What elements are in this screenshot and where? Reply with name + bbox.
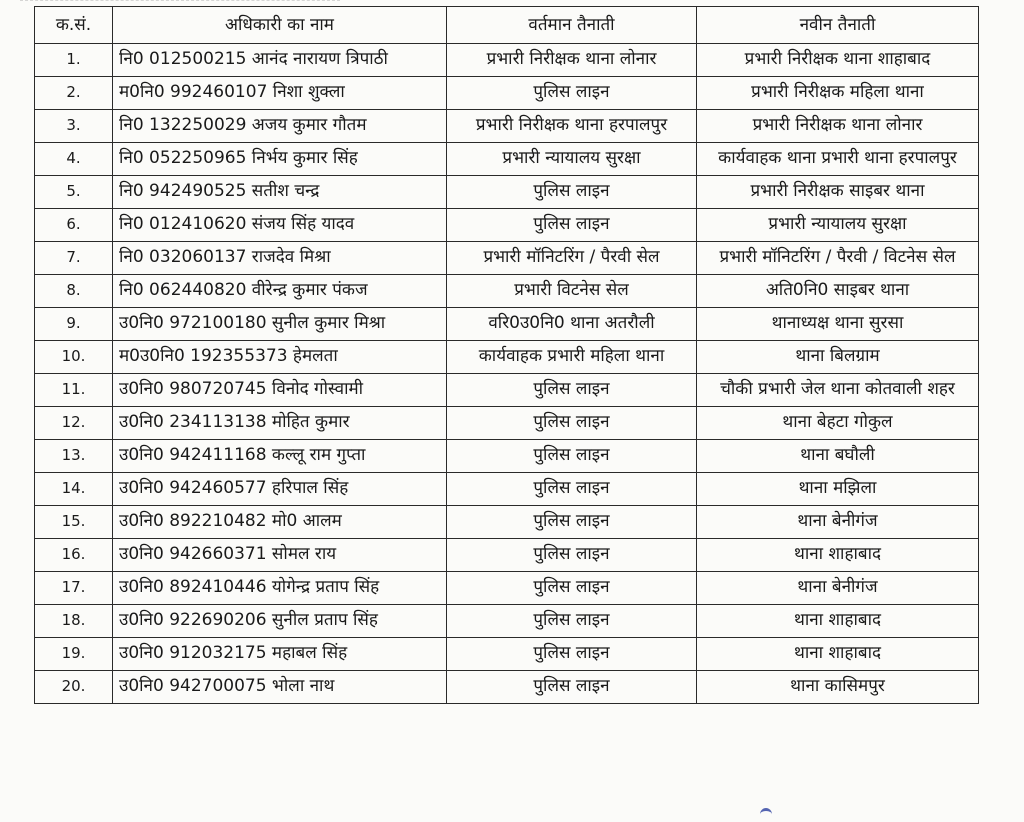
serial-number-cell: 8. [35,275,113,308]
new-posting-cell: थाना बेनीगंज [697,572,979,605]
table-row [35,407,979,440]
serial-number-header: क.सं. [35,7,113,44]
serial-number-cell: 3. [35,110,113,143]
serial-number-cell: 12. [35,407,113,440]
new-posting-cell: प्रभारी निरीक्षक साइबर थाना [697,176,979,209]
serial-number-cell: 5. [35,176,113,209]
current-posting-cell: कार्यवाहक प्रभारी महिला थाना [447,341,697,374]
officer-name-cell: उ0नि0 980720745 विनोद गोस्वामी [113,374,447,407]
officer-name-cell: उ0नि0 892210482 मो0 आलम [113,506,447,539]
new-posting-cell: थाना बेहटा गोकुल [697,407,979,440]
table-row [35,671,979,704]
table-body [35,44,979,704]
current-posting-cell: पुलिस लाइन [447,605,697,638]
current-posting-cell: पुलिस लाइन [447,506,697,539]
officer-name-cell: उ0नि0 942411168 कल्लू राम गुप्ता [113,440,447,473]
new-posting-cell: चौकी प्रभारी जेल थाना कोतवाली शहर [697,374,979,407]
officer-name-cell: नि0 032060137 राजदेव मिश्रा [113,242,447,275]
serial-number-cell: 1. [35,44,113,77]
serial-number-cell: 9. [35,308,113,341]
new-posting-cell: प्रभारी मॉनिटरिंग / पैरवी / विटनेस सेल [697,242,979,275]
officer-name-cell: उ0नि0 942700075 भोला नाथ [113,671,447,704]
serial-number-cell: 7. [35,242,113,275]
new-posting-cell: थाना कासिमपुर [697,671,979,704]
current-posting-cell: पुलिस लाइन [447,77,697,110]
current-posting-cell: प्रभारी मॉनिटरिंग / पैरवी सेल [447,242,697,275]
officer-name-cell: उ0नि0 912032175 महाबल सिंह [113,638,447,671]
table-row [35,308,979,341]
current-posting-cell: पुलिस लाइन [447,539,697,572]
officer-name-cell: नि0 062440820 वीरेन्द्र कुमार पंकज [113,275,447,308]
table-row [35,275,979,308]
officer-name-header: अधिकारी का नाम [113,7,447,44]
serial-number-cell: 11. [35,374,113,407]
current-posting-header: वर्तमान तैनाती [447,7,697,44]
table-header-row [35,7,979,44]
officer-name-cell: उ0नि0 942460577 हरिपाल सिंह [113,473,447,506]
new-posting-cell: प्रभारी निरीक्षक थाना शाहाबाद [697,44,979,77]
new-posting-cell: थाना बघौली [697,440,979,473]
current-posting-cell: पुलिस लाइन [447,638,697,671]
table-row [35,572,979,605]
current-posting-cell: पुलिस लाइन [447,440,697,473]
serial-number-cell: 13. [35,440,113,473]
table-row [35,110,979,143]
ink-mark [760,808,772,821]
current-posting-cell: प्रभारी न्यायालय सुरक्षा [447,143,697,176]
officer-name-cell: नि0 012500215 आनंद नारायण त्रिपाठी [113,44,447,77]
table-row [35,143,979,176]
table-row [35,638,979,671]
table-row [35,473,979,506]
new-posting-cell: थाना शाहाबाद [697,605,979,638]
current-posting-cell: पुलिस लाइन [447,374,697,407]
current-posting-cell: पुलिस लाइन [447,407,697,440]
serial-number-cell: 16. [35,539,113,572]
table-row [35,374,979,407]
serial-number-cell: 20. [35,671,113,704]
serial-number-cell: 10. [35,341,113,374]
table-row [35,341,979,374]
new-posting-cell: थाना मझिला [697,473,979,506]
table-row [35,605,979,638]
serial-number-cell: 18. [35,605,113,638]
table-row [35,506,979,539]
table-row [35,539,979,572]
new-posting-cell: थाना बेनीगंज [697,506,979,539]
table-row [35,77,979,110]
officer-name-cell: म0उ0नि0 192355373 हेमलता [113,341,447,374]
new-posting-cell: अति0नि0 साइबर थाना [697,275,979,308]
current-posting-cell: प्रभारी निरीक्षक थाना हरपालपुर [447,110,697,143]
current-posting-cell: पुलिस लाइन [447,572,697,605]
serial-number-cell: 15. [35,506,113,539]
new-posting-cell: थाना शाहाबाद [697,539,979,572]
new-posting-cell: थाना शाहाबाद [697,638,979,671]
current-posting-cell: पुलिस लाइन [447,473,697,506]
officer-name-cell: म0नि0 992460107 निशा शुक्ला [113,77,447,110]
current-posting-cell: पुलिस लाइन [447,176,697,209]
officer-name-cell: उ0नि0 922690206 सुनील प्रताप सिंह [113,605,447,638]
new-posting-cell: प्रभारी निरीक्षक थाना लोनार [697,110,979,143]
table-row [35,44,979,77]
transfer-order-sheet [34,6,978,704]
new-posting-cell: प्रभारी न्यायालय सुरक्षा [697,209,979,242]
table-row [35,176,979,209]
table-row [35,440,979,473]
serial-number-cell: 6. [35,209,113,242]
serial-number-cell: 17. [35,572,113,605]
current-posting-cell: प्रभारी निरीक्षक थाना लोनार [447,44,697,77]
officer-name-cell: उ0नि0 234113138 मोहित कुमार [113,407,447,440]
table-row [35,242,979,275]
serial-number-cell: 4. [35,143,113,176]
officer-name-cell: नि0 052250965 निर्भय कुमार सिंह [113,143,447,176]
officer-name-cell: उ0नि0 972100180 सुनील कुमार मिश्रा [113,308,447,341]
new-posting-cell: प्रभारी निरीक्षक महिला थाना [697,77,979,110]
serial-number-cell: 14. [35,473,113,506]
new-posting-header: नवीन तैनाती [697,7,979,44]
table-row [35,209,979,242]
officer-name-cell: नि0 012410620 संजय सिंह यादव [113,209,447,242]
officer-name-cell: उ0नि0 942660371 सोमल राय [113,539,447,572]
new-posting-cell: थानाध्यक्ष थाना सुरसा [697,308,979,341]
officer-name-cell: नि0 942490525 सतीश चन्द्र [113,176,447,209]
current-posting-cell: वरि0उ0नि0 थाना अतरौली [447,308,697,341]
current-posting-cell: प्रभारी विटनेस सेल [447,275,697,308]
officer-name-cell: नि0 132250029 अजय कुमार गौतम [113,110,447,143]
new-posting-cell: कार्यवाहक थाना प्रभारी थाना हरपालपुर [697,143,979,176]
new-posting-cell: थाना बिलग्राम [697,341,979,374]
current-posting-cell: पुलिस लाइन [447,209,697,242]
transfer-table [34,6,979,704]
serial-number-cell: 2. [35,77,113,110]
serial-number-cell: 19. [35,638,113,671]
current-posting-cell: पुलिस लाइन [447,671,697,704]
officer-name-cell: उ0नि0 892410446 योगेन्द्र प्रताप सिंह [113,572,447,605]
